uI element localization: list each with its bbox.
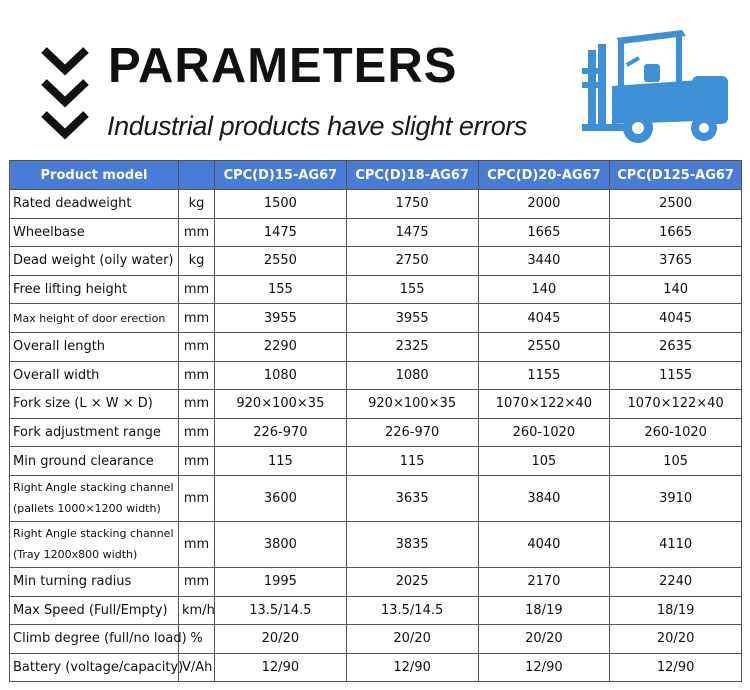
row-value-model-3: 2000 <box>478 190 610 219</box>
row-value-model-3: 4045 <box>478 304 610 333</box>
row-value-model-3: 20/20 <box>478 625 610 654</box>
row-value-model-1: 1475 <box>215 218 347 247</box>
row-label: Free lifting height <box>10 275 179 304</box>
row-value-model-3: 18/19 <box>478 596 610 625</box>
row-label: Fork adjustment range <box>10 418 179 447</box>
row-label: Rated deadweight <box>10 190 179 219</box>
row-label <box>10 475 179 521</box>
column-header-model-2: CPC(D)18-AG67 <box>346 161 478 190</box>
table-row <box>10 653 742 682</box>
row-value-model-3: 3440 <box>478 247 610 276</box>
row-unit: % <box>179 625 215 654</box>
row-label-line-2: (pallets 1000×1200 width) <box>13 502 161 516</box>
row-value-model-2: 3955 <box>346 304 478 333</box>
column-header-model-1: CPC(D)15-AG67 <box>215 161 347 190</box>
row-unit: mm <box>179 521 215 567</box>
row-value-model-1: 3600 <box>215 475 347 521</box>
row-value-model-4: 12/90 <box>610 653 742 682</box>
row-value-model-1: 2550 <box>215 247 347 276</box>
row-value-model-3: 260-1020 <box>478 418 610 447</box>
row-unit: kg <box>179 190 215 219</box>
table-row <box>10 521 742 567</box>
row-value-model-3: 2550 <box>478 332 610 361</box>
row-unit: mm <box>179 218 215 247</box>
parameters-table <box>9 160 742 682</box>
column-header-model-3: CPC(D)20-AG67 <box>478 161 610 190</box>
row-value-model-2: 2750 <box>346 247 478 276</box>
row-label: Battery (voltage/capacity) <box>10 653 179 682</box>
row-value-model-2: 115 <box>346 447 478 476</box>
table-row <box>10 275 742 304</box>
table-row <box>10 475 742 521</box>
row-label: Max height of door erection <box>10 304 179 333</box>
row-value-model-4: 2635 <box>610 332 742 361</box>
page-title: PARAMETERS <box>108 39 458 93</box>
row-value-model-4: 1070×122×40 <box>610 390 742 419</box>
row-value-model-1: 12/90 <box>215 653 347 682</box>
row-value-model-4: 4110 <box>610 521 742 567</box>
row-value-model-4: 1665 <box>610 218 742 247</box>
triple-chevron-down-icon <box>40 44 90 140</box>
table-row <box>10 247 742 276</box>
column-header-product-model: Product model <box>10 161 179 190</box>
row-value-model-2: 226-970 <box>346 418 478 447</box>
row-value-model-2: 3635 <box>346 475 478 521</box>
row-label: Climb degree (full/no load) <box>10 625 179 654</box>
table-row <box>10 332 742 361</box>
row-value-model-2: 1750 <box>346 190 478 219</box>
row-unit: kg <box>179 247 215 276</box>
row-unit: km/h <box>179 596 215 625</box>
row-label <box>10 521 179 567</box>
row-value-model-2: 1080 <box>346 361 478 390</box>
row-label-line-1: Right Angle stacking channel <box>13 481 174 495</box>
table-header-row <box>10 161 742 190</box>
row-value-model-2: 20/20 <box>346 625 478 654</box>
row-value-model-3: 1070×122×40 <box>478 390 610 419</box>
row-value-model-3: 105 <box>478 447 610 476</box>
table-row <box>10 625 742 654</box>
table-row <box>10 567 742 596</box>
row-label: Overall width <box>10 361 179 390</box>
row-value-model-1: 13.5/14.5 <box>215 596 347 625</box>
row-value-model-4: 18/19 <box>610 596 742 625</box>
row-value-model-2: 12/90 <box>346 653 478 682</box>
table-row <box>10 361 742 390</box>
row-value-model-4: 1155 <box>610 361 742 390</box>
table-row <box>10 447 742 476</box>
column-header-unit <box>179 161 215 190</box>
row-unit: mm <box>179 275 215 304</box>
column-header-model-4: CPC(D125-AG67 <box>610 161 742 190</box>
row-unit: mm <box>179 361 215 390</box>
row-value-model-4: 260-1020 <box>610 418 742 447</box>
row-unit: V/Ah <box>179 653 215 682</box>
row-label: Overall length <box>10 332 179 361</box>
row-label-line-1: Right Angle stacking channel <box>13 527 174 541</box>
row-value-model-4: 2240 <box>610 567 742 596</box>
row-label: Min ground clearance <box>10 447 179 476</box>
row-value-model-2: 3835 <box>346 521 478 567</box>
table-row <box>10 304 742 333</box>
row-label: Dead weight (oily water) <box>10 247 179 276</box>
row-value-model-1: 226-970 <box>215 418 347 447</box>
row-value-model-1: 2290 <box>215 332 347 361</box>
page-header <box>0 0 750 160</box>
row-unit: mm <box>179 390 215 419</box>
row-unit: mm <box>179 332 215 361</box>
row-value-model-2: 2325 <box>346 332 478 361</box>
row-value-model-1: 115 <box>215 447 347 476</box>
row-value-model-1: 1500 <box>215 190 347 219</box>
row-value-model-1: 1995 <box>215 567 347 596</box>
row-value-model-4: 20/20 <box>610 625 742 654</box>
row-value-model-3: 1155 <box>478 361 610 390</box>
row-value-model-2: 155 <box>346 275 478 304</box>
row-label-line-2: (Tray 1200x800 width) <box>13 548 138 562</box>
row-value-model-1: 1080 <box>215 361 347 390</box>
row-value-model-3: 4040 <box>478 521 610 567</box>
row-value-model-4: 140 <box>610 275 742 304</box>
row-value-model-4: 3765 <box>610 247 742 276</box>
table-row <box>10 390 742 419</box>
row-value-model-1: 3955 <box>215 304 347 333</box>
table-row <box>10 218 742 247</box>
row-label: Fork size (L × W × D) <box>10 390 179 419</box>
row-value-model-3: 2170 <box>478 567 610 596</box>
row-value-model-2: 920×100×35 <box>346 390 478 419</box>
row-value-model-1: 20/20 <box>215 625 347 654</box>
row-label: Min turning radius <box>10 567 179 596</box>
row-value-model-4: 4045 <box>610 304 742 333</box>
row-label: Wheelbase <box>10 218 179 247</box>
row-value-model-4: 105 <box>610 447 742 476</box>
row-value-model-1: 920×100×35 <box>215 390 347 419</box>
row-value-model-4: 3910 <box>610 475 742 521</box>
table-row <box>10 596 742 625</box>
forklift-icon <box>582 20 734 146</box>
row-unit: mm <box>179 475 215 521</box>
row-value-model-3: 12/90 <box>478 653 610 682</box>
page-subtitle: Industrial products have slight errors <box>107 111 528 141</box>
row-value-model-3: 140 <box>478 275 610 304</box>
table-row <box>10 418 742 447</box>
row-value-model-1: 155 <box>215 275 347 304</box>
row-label: Max Speed (Full/Empty) <box>10 596 179 625</box>
row-value-model-2: 13.5/14.5 <box>346 596 478 625</box>
row-value-model-2: 2025 <box>346 567 478 596</box>
row-value-model-3: 1665 <box>478 218 610 247</box>
row-value-model-1: 3800 <box>215 521 347 567</box>
row-unit: mm <box>179 567 215 596</box>
row-unit: mm <box>179 418 215 447</box>
row-value-model-4: 2500 <box>610 190 742 219</box>
row-unit: mm <box>179 304 215 333</box>
table-row <box>10 190 742 219</box>
row-value-model-2: 1475 <box>346 218 478 247</box>
row-unit: mm <box>179 447 215 476</box>
row-value-model-3: 3840 <box>478 475 610 521</box>
